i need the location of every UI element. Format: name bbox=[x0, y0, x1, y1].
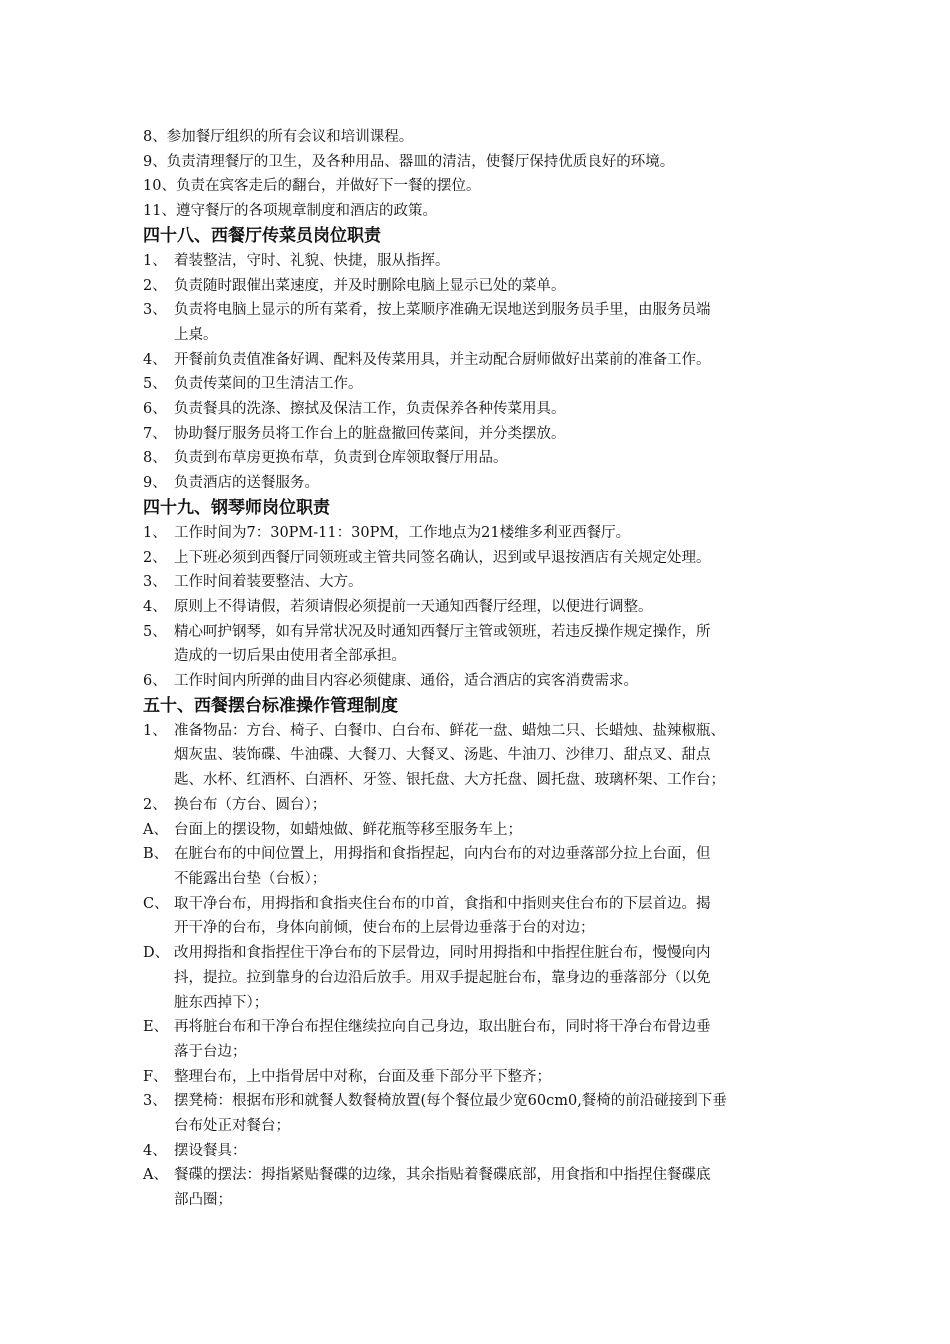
list-item-line: 上桌。 bbox=[174, 326, 218, 343]
list-item-line: 负责将电脑上显示的所有菜肴，按上菜顺序准确无误地送到服务员手里，由服务员端 bbox=[174, 302, 711, 319]
list-item-number: 3、 bbox=[143, 302, 167, 319]
list-item-text bbox=[174, 669, 823, 694]
list-item-line: 部凸圈； bbox=[174, 1192, 232, 1209]
list-item-line: 着装整洁，守时、礼貌、快捷，服从指挥。 bbox=[174, 252, 450, 269]
list-item-number: 6、 bbox=[143, 673, 167, 690]
list-item-text bbox=[174, 1089, 823, 1138]
list-item-line: 不能露出台垫（台板）； bbox=[174, 870, 327, 887]
list-item-text bbox=[174, 1065, 823, 1090]
list-item-number: C、 bbox=[143, 895, 169, 912]
list-item-number: 5、 bbox=[143, 376, 167, 393]
list-item-text bbox=[174, 620, 823, 669]
list-item-line: 开干净的台布，身体向前倾，使台布的上层骨边垂落于台的对边； bbox=[174, 920, 595, 937]
list-item-line: 工作时间内所弹的曲目内容必须健康、通俗，适合酒店的宾客消费需求。 bbox=[174, 673, 638, 690]
list-item-number: 1、 bbox=[143, 722, 167, 739]
list-item-line: 抖，提拉。拉到靠身的台边沿后放手。用双手提起脏台布，靠身边的垂落部分（以免 bbox=[174, 969, 711, 986]
list-item-line: 原则上不得请假，若须请假必须提前一天通知西餐厅经理，以便进行调整。 bbox=[174, 598, 653, 615]
list-item-number: 2、 bbox=[143, 277, 167, 294]
list-item-line: 摆凳椅：根据布形和就餐人数餐椅放置(每个餐位最少宽60cm0,餐椅的前沿碰接到下垂 bbox=[174, 1093, 727, 1110]
list-item-line: 整理台布，上中指骨居中对称，台面及垂下部分平下整齐； bbox=[174, 1068, 551, 1085]
section-heading-49: 四十九、钢琴师岗位职责 bbox=[143, 497, 330, 518]
list-item-line: 负责酒店的送餐服务。 bbox=[174, 475, 319, 492]
list-item-line: 负责传菜间的卫生清洁工作。 bbox=[174, 376, 363, 393]
list-item-line: 精心呵护钢琴，如有异常状况及时通知西餐厅主管或领班，若违反操作规定操作，所 bbox=[174, 623, 711, 640]
list-item-number: 2、 bbox=[143, 549, 167, 566]
list-item-text bbox=[174, 274, 823, 299]
list-item-line: 准备物品：方台、椅子、白餐巾、白台布、鲜花一盘、蜡烛二只、长蜡烛、盐辣椒瓶、 bbox=[174, 722, 725, 739]
list-item-line: 工作时间为7：30PM-11：30PM，工作地点为21楼维多利亚西餐厅。 bbox=[174, 524, 631, 541]
list-item-line: 匙、水杯、红酒杯、白酒杯、牙签、银托盘、大方托盘、圆托盘、玻璃杯架、工作台； bbox=[174, 772, 725, 789]
list-item-text bbox=[174, 521, 823, 546]
list-item-number: 1、 bbox=[143, 524, 167, 541]
list-item-line: 改用拇指和食指捏住干净台布的下层骨边，同时用拇指和中指捏住脏台布，慢慢向内 bbox=[174, 945, 711, 962]
list-item-number: 1、 bbox=[143, 252, 167, 269]
list-item-line: 落于台边； bbox=[174, 1043, 247, 1060]
list-item bbox=[143, 818, 823, 843]
list-item bbox=[143, 719, 823, 793]
list-item-line: 在脏台布的中间位置上，用拇指和食指捏起，向内台布的对边垂落部分拉上台面，但 bbox=[174, 846, 711, 863]
list-item-text bbox=[174, 1163, 823, 1212]
list-item: 10、负责在宾客走后的翻台，并做好下一餐的摆位。 bbox=[143, 178, 481, 195]
list-item-text bbox=[174, 793, 823, 818]
list-item bbox=[143, 1139, 823, 1164]
list-item-line: 换台布（方台、圆台）； bbox=[174, 796, 327, 813]
section-heading-50: 五十、西餐摆台标准操作管理制度 bbox=[143, 695, 398, 716]
list-item: 9、负责清理餐厅的卫生，及各种用品、器皿的清洁，使餐厅保持优质良好的环境。 bbox=[143, 153, 675, 170]
list-item-text bbox=[174, 298, 823, 347]
list-item bbox=[143, 1015, 823, 1064]
list-item-number: E、 bbox=[143, 1019, 169, 1036]
list-item bbox=[143, 298, 823, 347]
list-item-line: 负责餐具的洗涤、擦拭及保洁工作，负责保养各种传菜用具。 bbox=[174, 401, 566, 418]
list-item bbox=[143, 842, 823, 891]
list-item-number: 4、 bbox=[143, 351, 167, 368]
list-item-line: 上下班必须到西餐厅同领班或主管共同签名确认，迟到或早退按酒店有关规定处理。 bbox=[174, 549, 711, 566]
list-item-text bbox=[174, 595, 823, 620]
list-item bbox=[143, 274, 823, 299]
list-item-text bbox=[174, 397, 823, 422]
list-item-text bbox=[174, 719, 823, 793]
list-item-text bbox=[174, 471, 823, 496]
intro-list bbox=[143, 125, 823, 224]
section-heading-48: 四十八、西餐厅传菜员岗位职责 bbox=[143, 225, 381, 246]
list-item-text bbox=[174, 892, 823, 941]
list-item-line: 取干净台布，用拇指和食指夹住台布的巾首，食指和中指则夹住台布的下层首边。揭 bbox=[174, 895, 711, 912]
list-item-text bbox=[174, 570, 823, 595]
list-item-text bbox=[174, 1015, 823, 1064]
list-item-number: 2、 bbox=[143, 796, 167, 813]
list-item bbox=[143, 446, 823, 471]
list-item-number: 8、 bbox=[143, 450, 167, 467]
list-item bbox=[143, 941, 823, 1015]
list-item: 8、参加餐厅组织的所有会议和培训课程。 bbox=[143, 129, 414, 145]
list-item-number: 4、 bbox=[143, 1142, 167, 1159]
list-item-number: D、 bbox=[143, 945, 170, 962]
list-item-number: A、 bbox=[143, 821, 168, 838]
list-item-text bbox=[174, 1139, 823, 1164]
list-item-number: 6、 bbox=[143, 401, 167, 418]
list-item-number: 3、 bbox=[143, 574, 167, 591]
list-item-line: 再将脏台布和干净台布捏住继续拉向自己身边，取出脏台布，同时将干净台布骨边垂 bbox=[174, 1019, 711, 1036]
list-item: 11、遵守餐厅的各项规章制度和酒店的政策。 bbox=[143, 203, 437, 220]
list-item-line: 台布处正对餐台； bbox=[174, 1118, 290, 1135]
list-item bbox=[143, 620, 823, 669]
list-item bbox=[143, 521, 823, 546]
list-item-number: 4、 bbox=[143, 598, 167, 615]
list-item-line: 负责到布草房更换布草，负责到仓库领取餐厅用品。 bbox=[174, 450, 508, 467]
list-item-text bbox=[174, 422, 823, 447]
list-item-line: 摆设餐具： bbox=[174, 1142, 247, 1159]
list-item-number: 3、 bbox=[143, 1093, 167, 1110]
list-item bbox=[143, 471, 823, 496]
list-item bbox=[143, 570, 823, 595]
list-item-text bbox=[174, 348, 823, 373]
list-item-text bbox=[174, 249, 823, 274]
list-item-text bbox=[174, 842, 823, 891]
list-item bbox=[143, 422, 823, 447]
list-item-number: F、 bbox=[143, 1068, 168, 1085]
list-item bbox=[143, 595, 823, 620]
list-item-number: 7、 bbox=[143, 425, 167, 442]
document-content bbox=[143, 125, 823, 1213]
list-item bbox=[143, 397, 823, 422]
list-item-line: 开餐前负责值准备好调、配料及传菜用具，并主动配合厨师做好出菜前的准备工作。 bbox=[174, 351, 711, 368]
list-item-line: 餐碟的摆法：拇指紧贴餐碟的边缘，其余指贴着餐碟底部，用食指和中指捏住餐碟底 bbox=[174, 1167, 711, 1184]
list-item bbox=[143, 1163, 823, 1212]
list-item bbox=[143, 1065, 823, 1090]
list-item-line: 负责随时跟催出菜速度，并及时删除电脑上显示已处的菜单。 bbox=[174, 277, 566, 294]
list-item-text bbox=[174, 372, 823, 397]
list-item-number: B、 bbox=[143, 846, 169, 863]
list-item-line: 造成的一切后果由使用者全部承担。 bbox=[174, 648, 406, 665]
list-item bbox=[143, 348, 823, 373]
list-item-text bbox=[174, 446, 823, 471]
list-item-number: 5、 bbox=[143, 623, 167, 640]
list-item bbox=[143, 892, 823, 941]
list-item bbox=[143, 249, 823, 274]
list-item-number: 9、 bbox=[143, 475, 167, 492]
list-item bbox=[143, 372, 823, 397]
list-item bbox=[143, 1089, 823, 1138]
section-50-list bbox=[143, 719, 823, 1213]
list-item-text bbox=[174, 941, 823, 1015]
list-item-line: 台面上的摆设物，如蜡烛做、鲜花瓶等移至服务车上； bbox=[174, 821, 522, 838]
list-item bbox=[143, 669, 823, 694]
list-item-number: A、 bbox=[143, 1167, 168, 1184]
list-item-line: 烟灰盅、装饰碟、牛油碟、大餐刀、大餐叉、汤匙、牛油刀、沙律刀、甜点叉、甜点 bbox=[174, 747, 711, 764]
list-item bbox=[143, 793, 823, 818]
list-item bbox=[143, 546, 823, 571]
section-49-list bbox=[143, 521, 823, 694]
section-48-list bbox=[143, 249, 823, 496]
list-item-text bbox=[174, 546, 823, 571]
list-item-line: 协助餐厅服务员将工作台上的脏盘撤回传菜间，并分类摆放。 bbox=[174, 425, 566, 442]
list-item-line: 工作时间着装要整洁、大方。 bbox=[174, 574, 363, 591]
list-item-text bbox=[174, 818, 823, 843]
list-item-line: 脏东西掉下）； bbox=[174, 994, 269, 1011]
